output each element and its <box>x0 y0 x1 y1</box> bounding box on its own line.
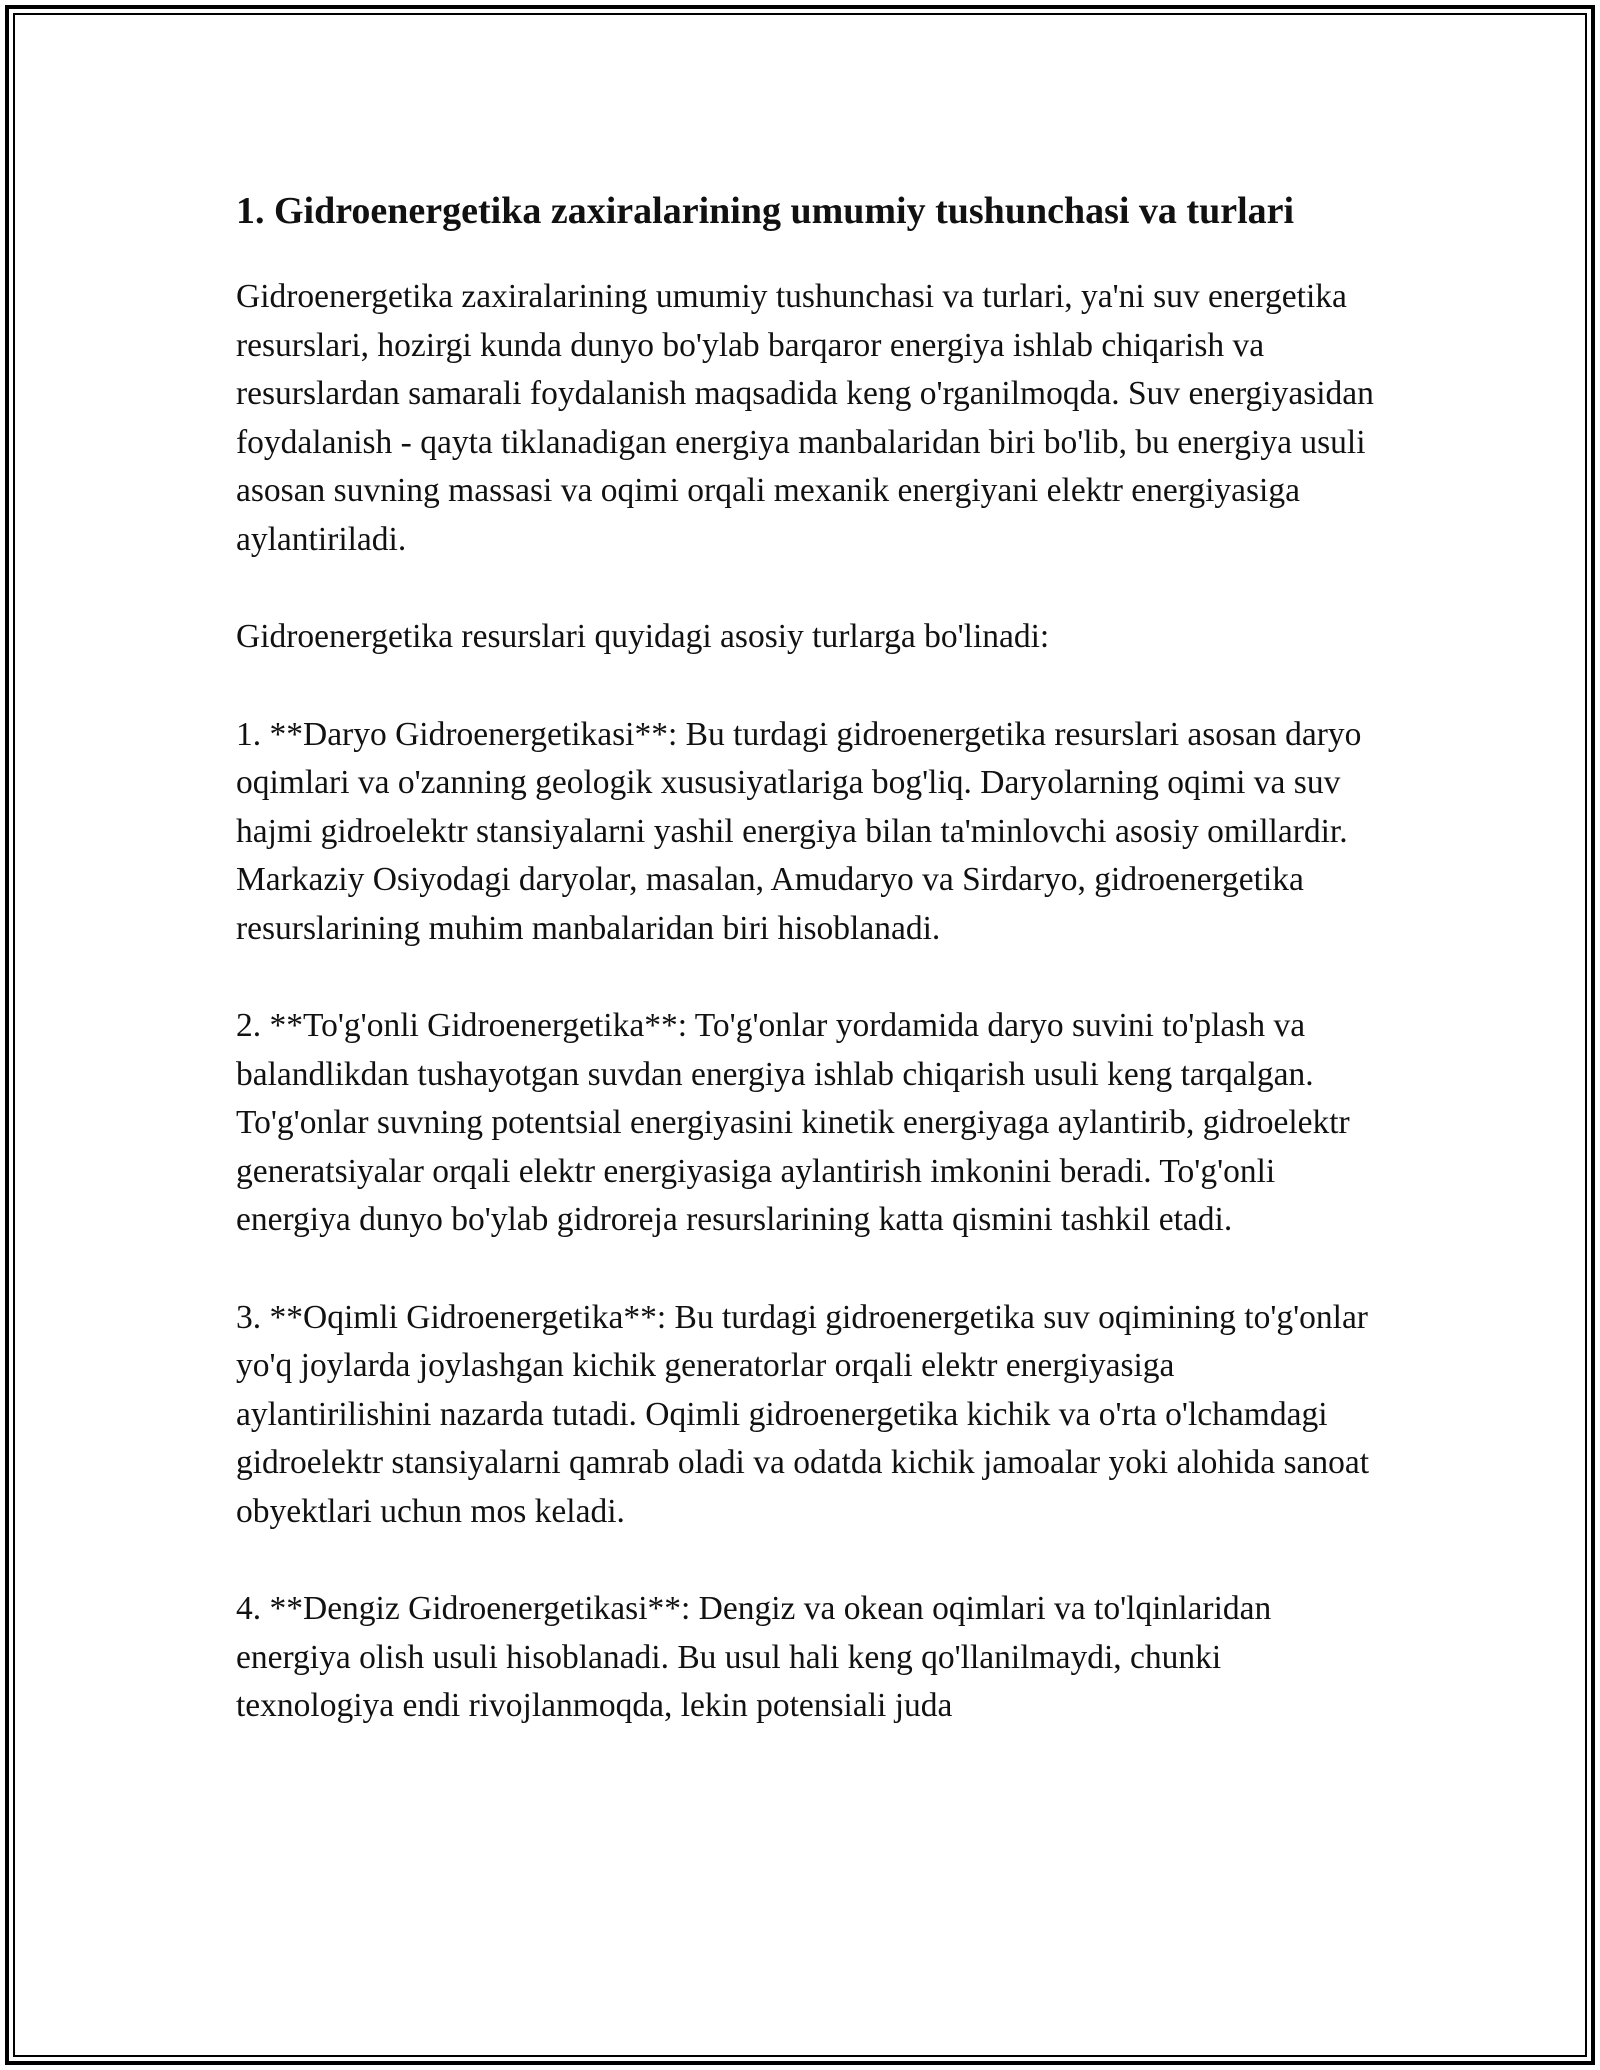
document-body <box>236 184 1376 1780</box>
paragraph-types-lead: Gidroenergetika resurslari quyidagi asosiy turlarga bo'linadi: <box>236 618 1050 655</box>
paragraph-marine-hydro: 4. **Dengiz Gidroenergetikasi**: Dengiz va okean oqimlari va to'lqinlaridan energiya olish usuli hisoblanadi. Bu usul hali keng qo'llanilmaydi, chunki texnologiya endi rivojlanmoqda, lekin potensiali juda <box>236 1590 1272 1724</box>
paragraph-river-hydro: 1. **Daryo Gidroenergetikasi**: Bu turdagi gidroenergetika resurslari asosan daryo oqimlari va o'zanning geologik xususiyatlariga bog'liq. Daryolarning oqimi va suv hajmi gidroelektr stansiyalarni yashil energiya bilan ta'minlovchi asosiy omillardir. Markaziy Osiyodagi daryolar, masalan, Amudaryo va Sirdaryo, gidroenergetika resurslarining muhim manbalaridan biri hisoblanadi. <box>236 715 1362 947</box>
paragraph-dam-hydro: 2. **To'g'onli Gidroenergetika**: To'g'onlar yordamida daryo suvini to'plash va balandlikdan tushayotgan suvdan energiya ishlab chiqarish usuli keng tarqalgan. To'g'onlar suvning potentsial energiyasini kinetik energiyaga aylantirib, gidroelektr generatsiyalar orqali elektr energiyasiga aylantirish imkonini beradi. To'g'onli energiya dunyo bo'ylab gidroreja resurslarining katta qismini tashkil etadi. <box>236 1007 1350 1238</box>
paragraph-intro: Gidroenergetika zaxiralarining umumiy tushunchasi va turlari, ya'ni suv energetika resurslari, hozirgi kunda dunyo bo'ylab barqaror energiya ishlab chiqarish va resurslardan samarali foydalanish maqsadida keng o'rganilmoqda. Suv energiyasidan foydalanish - qayta tiklanadigan energiya manbalaridan biri bo'lib, bu energiya usuli asosan suvning massasi va oqimi orqali mexanik energiyani elektr energiyasiga aylantiriladi. <box>236 278 1374 558</box>
paragraph-run-of-river-hydro: 3. **Oqimli Gidroenergetika**: Bu turdagi gidroenergetika suv oqimining to'g'onlar yo'q joylarda joylashgan kichik generatorlar orqali elektr energiyasiga aylantirilishini nazarda tutadi. Oqimli gidroenergetika kichik va o'rta o'lchamdagi gidroelektr stansiyalarni qamrab oladi va odatda kichik jamoalar yoki alohida sanoat obyektlari uchun mos keladi. <box>236 1298 1370 1530</box>
section-heading: 1. Gidroenergetika zaxiralarining umumiy tushunchasi va turlari <box>236 190 1295 232</box>
